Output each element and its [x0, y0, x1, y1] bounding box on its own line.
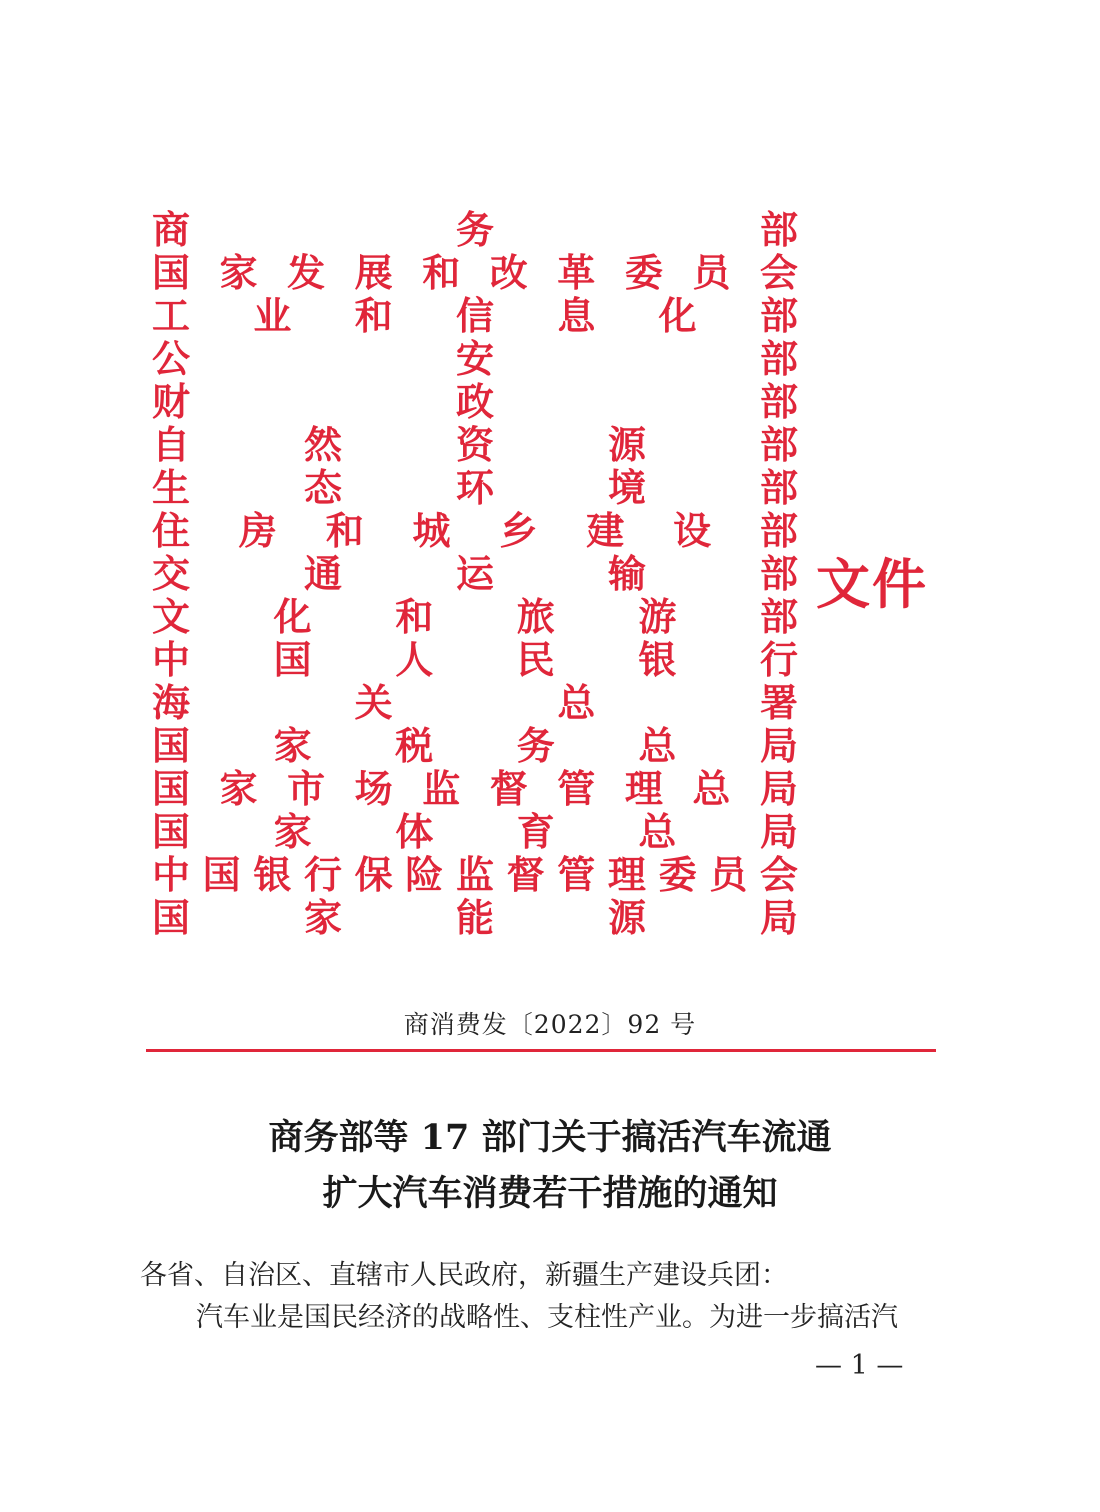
agency-row: 文 化 和 旅 游 部 [152, 594, 798, 639]
agency-row: 国 家 市 场 监 督 管 理 总 局 [152, 766, 798, 811]
agency-row: 生 态 环 境 部 [152, 465, 798, 510]
page-number: — 1 — [815, 1350, 904, 1381]
agency-row: 自 然 资 源 部 [152, 422, 798, 467]
agency-row: 交 通 运 输 部 [152, 551, 798, 596]
red-divider-line [146, 1049, 936, 1052]
agency-row: 财 政 部 [152, 379, 798, 424]
agency-row: 国 家 发 展 和 改 革 委 员 会 [152, 250, 798, 295]
agency-row: 中 国 人 民 银 行 [152, 637, 798, 682]
agency-row: 公 安 部 [152, 336, 798, 381]
paragraph-1: 汽车业是国民经济的战略性、支柱性产业。为进一步搞活汽 [196, 1302, 898, 1333]
agency-row: 住 房 和 城 乡 建 设 部 [152, 508, 798, 553]
agency-row: 商 务 部 [152, 207, 798, 252]
agency-row: 国 家 税 务 总 局 [152, 723, 798, 768]
salutation: 各省、自治区、直辖市人民政府，新疆生产建设兵团： [140, 1260, 788, 1291]
document-number: 商消费发〔2022〕92 号 [403, 1010, 697, 1039]
issuing-agencies-block [152, 208, 798, 939]
agency-row: 国 家 能 源 局 [152, 895, 798, 940]
agency-row: 工 业 和 信 息 化 部 [152, 293, 798, 338]
agency-row: 中 国 银 行 保 险 监 督 管 理 委 员 会 [152, 852, 798, 897]
agency-row: 国 家 体 育 总 局 [152, 809, 798, 854]
document-title-line-2: 扩大汽车消费若干措施的通知 [322, 1173, 778, 1214]
document-title-line-1: 商务部等 17 部门关于搞活汽车流通 [268, 1117, 832, 1158]
document-suffix: 文件 [816, 552, 928, 616]
agency-row: 海 关 总 署 [152, 680, 798, 725]
